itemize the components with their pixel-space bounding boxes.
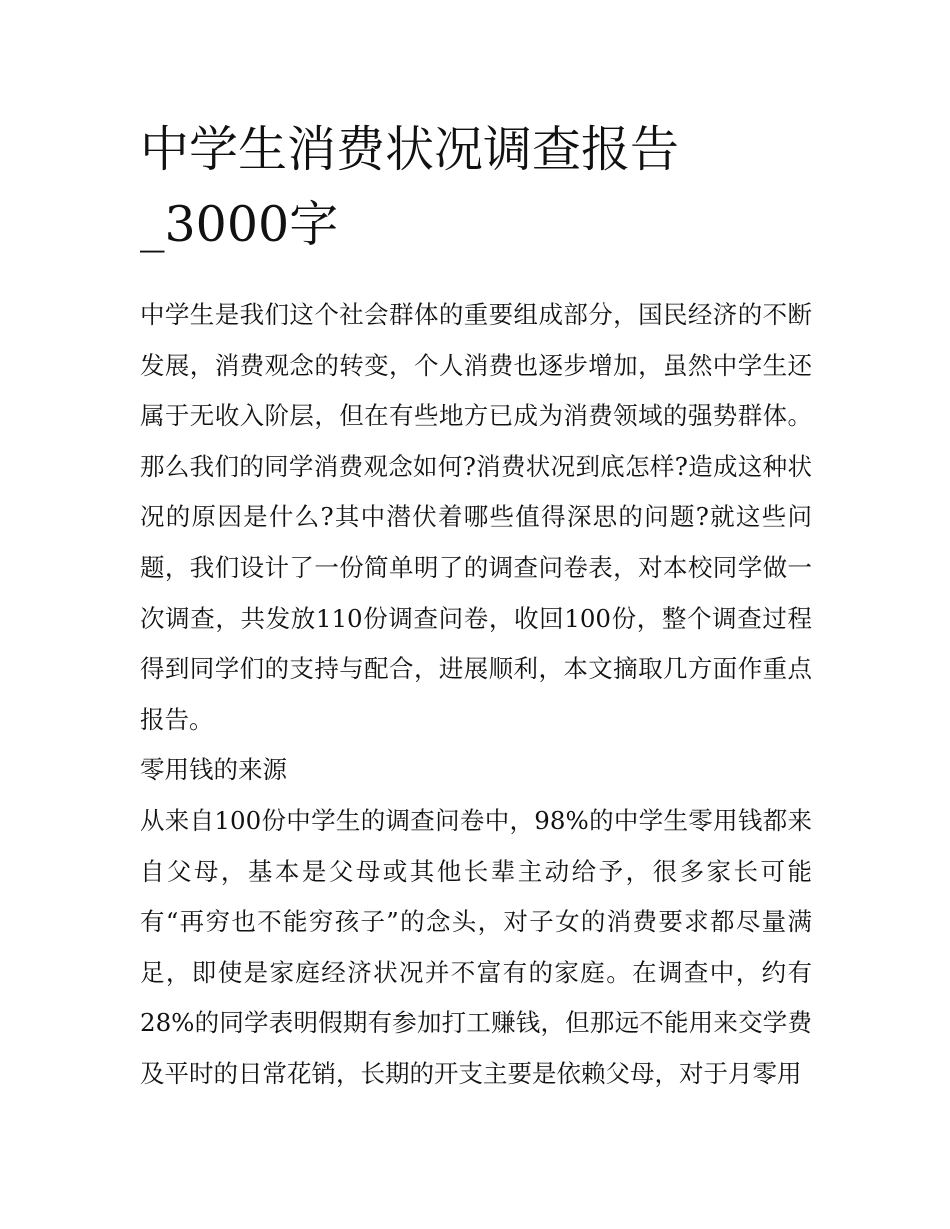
document-content [140, 112, 812, 1100]
intro-paragraph: 中学生是我们这个社会群体的重要组成部分，国民经济的不断发展，消费观念的转变，个人消费也逐步增加，虽然中学生还属于无收入阶层，但在有些地方已成为消费领域的强势群体。那么我们的同学消费观念如何?消费状况到底怎样?造成这种状况的原因是什么?其中潜伏着哪些值得深思的问题?就这些问题，我们设计了一份简单明了的调查问卷表，对本校同学做一次调查，共发放110份调查问卷，收回100份，整个调查过程得到同学们的支持与配合，进展顺利，本文摘取几方面作重点报告。 [140, 300, 812, 734]
section-heading-pocket-money-source: 零用钱的来源 [140, 755, 287, 785]
pocket-money-source-paragraph: 从来自100份中学生的调查问卷中，98%的中学生零用钱都来自父母，基本是父母或其他长辈主动给予，很多家长可能有“再穷也不能穷孩子”的念头，对子女的消费要求都尽量满足，即使是家庭经济状况并不富有的家庭。在调查中，约有28%的同学表明假期有参加打工赚钱，但那远不能用来交学费及平时的日常花销，长期的开支主要是依赖父母，对于月零用 [140, 805, 812, 1088]
document-title: 中学生消费状况调查报告_3000字 [140, 121, 680, 253]
